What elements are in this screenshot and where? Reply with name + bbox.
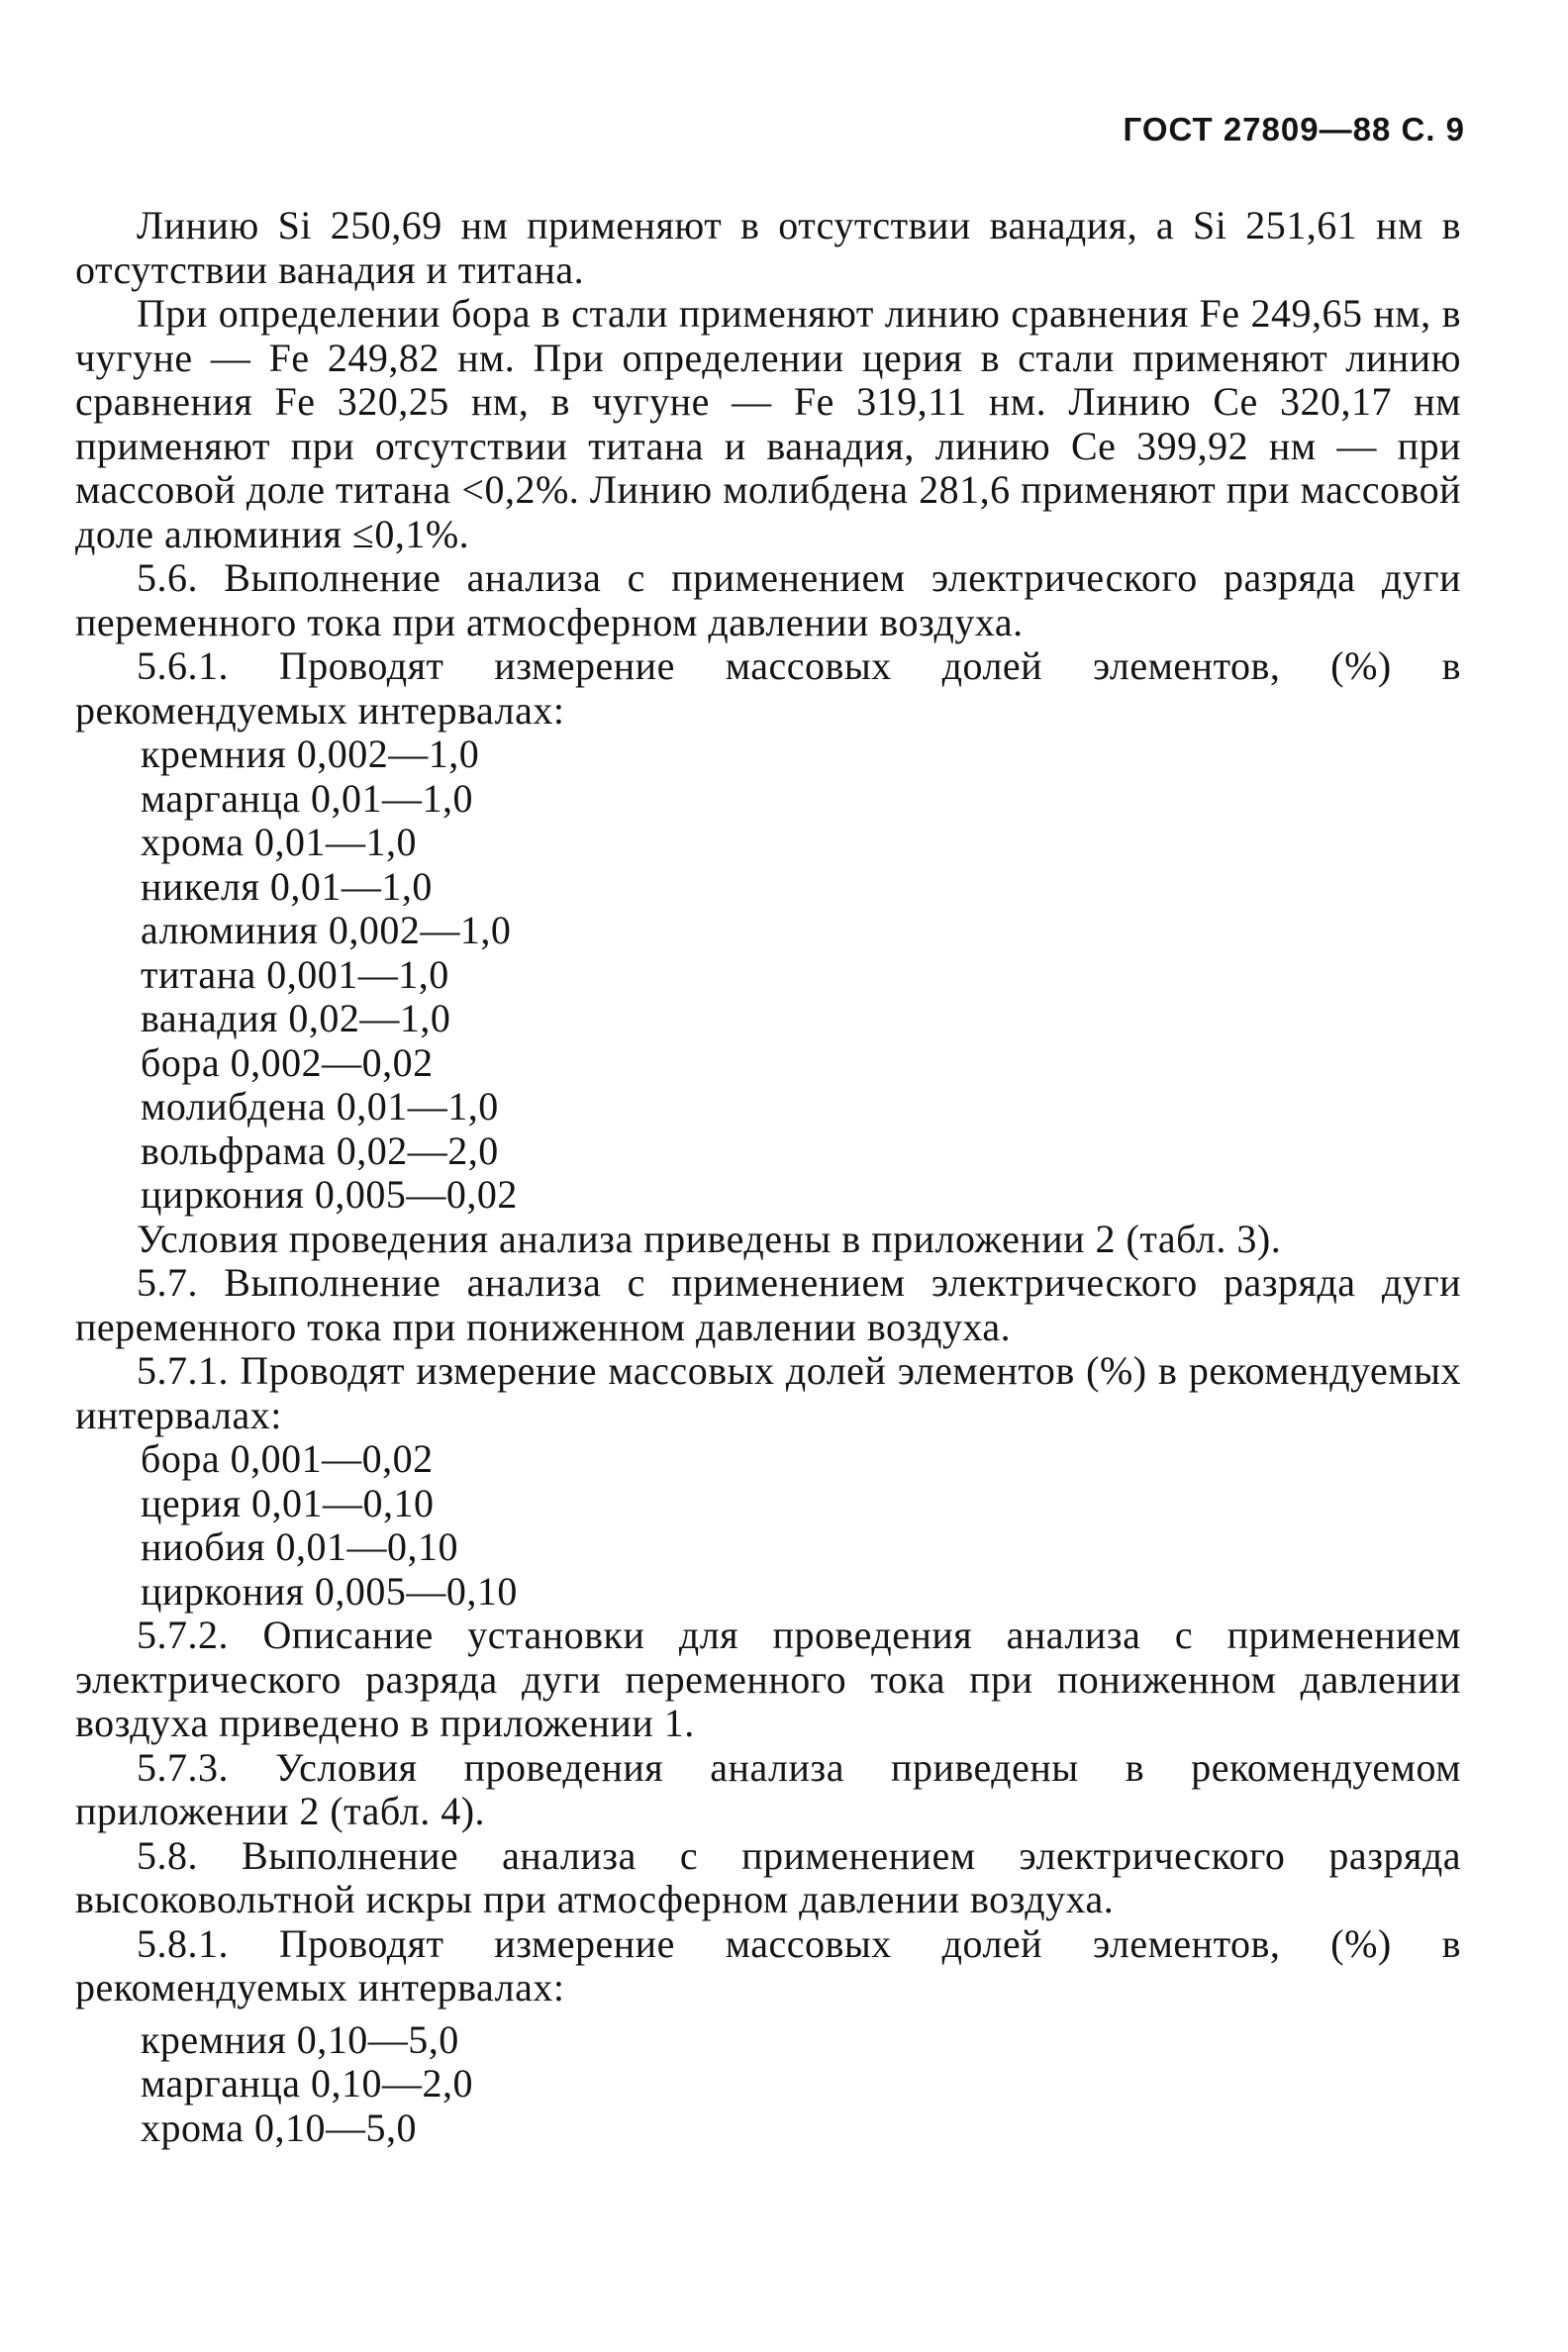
list-item: алюминия 0,002—1,0 <box>141 908 512 952</box>
list-item: ниобия 0,01—0,10 <box>141 1524 458 1569</box>
page-header: ГОСТ 27809—88 С. 9 <box>1123 111 1465 147</box>
section-5-8-1: 5.8.1. Проводят измерение массовых долей элементов, (%) в рекомендуемых интервалах: <box>75 1920 1461 2009</box>
element-intervals-list-5-8-1 <box>75 2018 1461 2151</box>
section-5-7-1: 5.7.1. Проводят измерение массовых долей элементов (%) в рекомендуемых интервалах: <box>75 1348 1461 1437</box>
list-item: бора 0,002—0,02 <box>141 1039 434 1085</box>
section-5-6-heading: 5.6. Выполнение анализа с применением электрического разряда дуги переменного тока при атмосферном давлении воздуха. <box>75 555 1461 644</box>
paragraph-conditions-table-3: Условия проведения анализа приведены в приложении 2 (табл. 3). <box>137 1216 1282 1261</box>
list-item: молибдена 0,01—1,0 <box>141 1084 499 1128</box>
list-item: циркония 0,005—0,02 <box>141 1172 518 1217</box>
list-item: хрома 0,10—5,0 <box>141 2105 418 2150</box>
section-5-8-heading: 5.8. Выполнение анализа с применением электрического разряда высоковольтной искры при атмосферном давлении воздуха. <box>75 1832 1461 1921</box>
section-5-7-heading: 5.7. Выполнение анализа с применением электрического разряда дуги переменного тока при пониженном давлении воздуха. <box>75 1260 1461 1349</box>
section-5-7-2: 5.7.2. Описание установки для проведения анализа с применением электрического разряда дуги переменного тока при пониженном давлении воздуха приведено в приложении 1. <box>75 1613 1461 1745</box>
list-item: кремния 0,002—1,0 <box>141 732 480 776</box>
list-item: бора 0,001—0,02 <box>141 1436 434 1481</box>
list-item: кремния 0,10—5,0 <box>141 2016 459 2062</box>
section-5-7-3: 5.7.3. Условия проведения анализа приведены в рекомендуемом приложении 2 (табл. 4). <box>75 1744 1461 1833</box>
section-5-6-1: 5.6.1. Проводят измерение массовых долей элементов, (%) в рекомендуемых интервалах: <box>75 643 1461 733</box>
list-item: титана 0,001—1,0 <box>141 951 449 997</box>
paragraph-boron-cerium: При определении бора в стали применяют линию сравнения Fe 249,65 нм, в чугуне — Fe 249,82 нм. При определении церия в стали применяют линию сравнения Fe 320,25 нм, в чугуне — Fe 319,11 нм. Линию Ce 320,17 нм применяют при отсутствии титана и ванадия, линию Ce 399,92 нм — при массовой доле титана <0,2%. Линию молибдена 281,6 применяют при массовой доле алюминия ≤0,1%. <box>75 291 1461 556</box>
element-intervals-list-5-6-1 <box>75 733 1461 1218</box>
document-body <box>75 204 1461 2150</box>
list-item: циркония 0,005—0,10 <box>141 1568 518 1614</box>
paragraph-si-lines: Линию Si 250,69 нм применяют в отсутствии ванадия, а Si 251,61 нм в отсутствии ванадия и титана. <box>75 203 1461 292</box>
element-intervals-list-5-7-1 <box>75 1437 1461 1614</box>
list-item: вольфрама 0,02—2,0 <box>141 1127 499 1173</box>
list-item: хрома 0,01—1,0 <box>141 820 418 864</box>
list-item: марганца 0,01—1,0 <box>141 775 474 821</box>
list-item: никеля 0,01—1,0 <box>141 863 433 909</box>
list-item: марганца 0,10—2,0 <box>141 2061 474 2106</box>
list-item: церия 0,01—0,10 <box>141 1480 435 1525</box>
list-item: ванадия 0,02—1,0 <box>141 996 451 1040</box>
